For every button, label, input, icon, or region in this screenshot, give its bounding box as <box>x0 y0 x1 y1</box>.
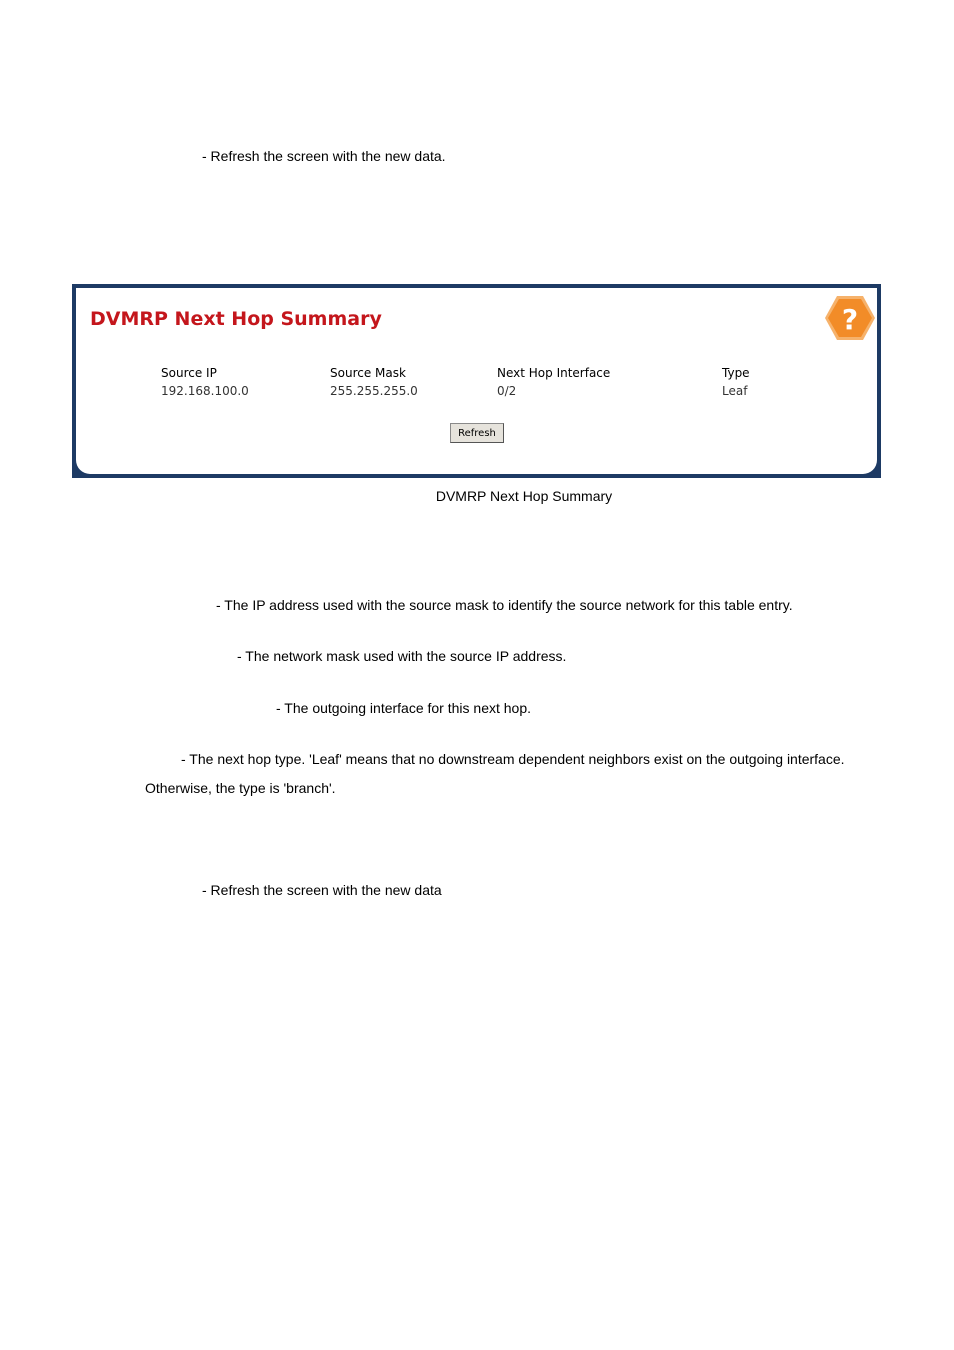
figure-caption: DVMRP Next Hop Summary <box>435 488 613 504</box>
source-ip-description: - The IP address used with the source mask to identify the source network for this table entry. <box>216 597 793 613</box>
value-source-ip: 192.168.100.0 <box>161 384 249 398</box>
header-type: Type <box>722 366 750 380</box>
next-hop-summary-panel <box>72 284 881 478</box>
help-question-icon[interactable] <box>824 294 876 342</box>
column-next-hop-interface <box>497 364 610 400</box>
type-description-line1: - The next hop type. 'Leaf' means that no downstream dependent neighbors exist on the outgoing interface. <box>181 751 845 767</box>
top-refresh-note: - Refresh the screen with the new data. <box>202 148 446 164</box>
type-description-line2: Otherwise, the type is 'branch'. <box>145 780 336 796</box>
header-next-hop-interface: Next Hop Interface <box>497 366 611 380</box>
header-source-mask: Source Mask <box>330 366 406 380</box>
refresh-description: - Refresh the screen with the new data <box>202 882 442 898</box>
column-source-ip <box>161 364 249 400</box>
value-next-hop-interface: 0/2 <box>497 384 517 398</box>
value-source-mask: 255.255.255.0 <box>330 384 418 398</box>
column-source-mask <box>330 364 418 400</box>
value-type: Leaf <box>722 384 748 398</box>
panel-title: DVMRP Next Hop Summary <box>90 308 382 330</box>
refresh-button[interactable]: Refresh <box>450 423 504 443</box>
panel-content <box>76 288 877 474</box>
next-hop-interface-description: - The outgoing interface for this next hop. <box>276 700 532 716</box>
header-source-ip: Source IP <box>161 366 217 380</box>
column-type <box>722 364 750 400</box>
svg-text:?: ? <box>841 303 859 336</box>
source-mask-description: - The network mask used with the source IP address. <box>237 648 567 664</box>
